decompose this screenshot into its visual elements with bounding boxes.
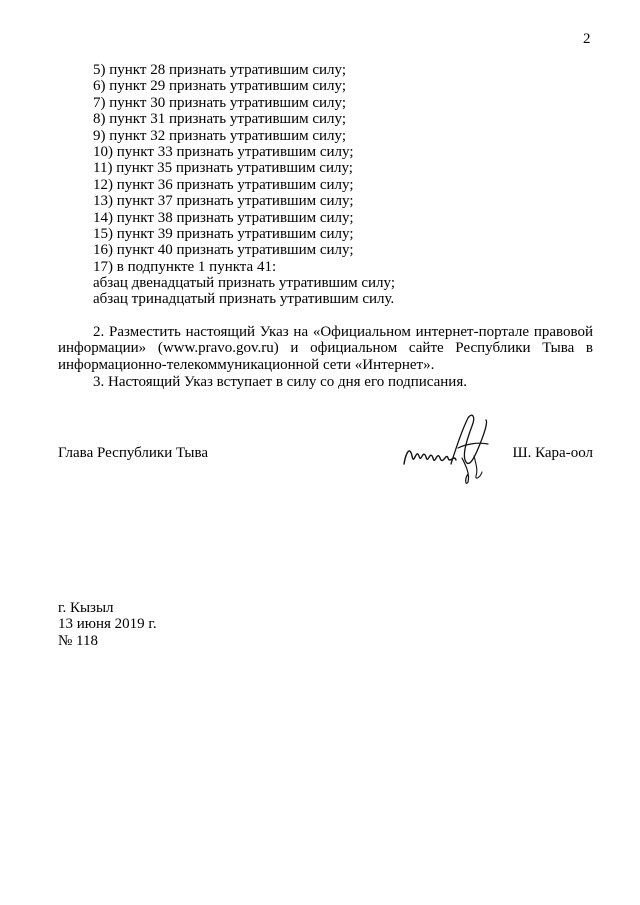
list-item: абзац двенадцатый признать утратившим силу; — [93, 275, 396, 292]
list-item: 13) пункт 37 признать утратившим силу; — [93, 193, 354, 210]
document-number: № 118 — [58, 632, 99, 649]
paragraph-3-text: 3. Настоящий Указ вступает в силу со дня его подписания. — [93, 374, 467, 390]
signer-name: Ш. Кара-оол — [512, 445, 593, 461]
list-item: 16) пункт 40 признать утратившим силу; — [93, 242, 354, 259]
list-item: 14) пункт 38 признать утратившим силу; — [93, 209, 354, 226]
place-date-block — [58, 600, 157, 649]
document-date: 13 июня 2019 г. — [58, 616, 157, 633]
list-item: абзац тринадцатый признать утратившим силу. — [93, 291, 395, 308]
handwritten-signature — [396, 408, 496, 488]
list-item: 11) пункт 35 признать утратившим силу; — [93, 160, 353, 177]
list-item: 12) пункт 36 признать утратившим силу; — [93, 176, 354, 193]
list-item: 6) пункт 29 признать утратившим силу; — [93, 78, 347, 95]
list-item: 7) пункт 30 признать утратившим силу; — [93, 94, 347, 111]
list-item: 15) пункт 39 признать утратившим силу; — [93, 225, 354, 242]
signer-role: Глава Республики Тыва — [58, 445, 209, 461]
list-item: 5) пункт 28 признать утратившим силу; — [93, 62, 347, 78]
page-number: 2 — [583, 31, 591, 47]
list-item: 9) пункт 32 признать утратившим силу; — [93, 127, 347, 144]
document-place: г. Кызыл — [58, 600, 114, 616]
list-item: 8) пункт 31 признать утратившим силу; — [93, 111, 347, 128]
list-item: 10) пункт 33 признать утратившим силу; — [93, 143, 354, 160]
list-item: 17) в подпункте 1 пункта 41: — [93, 258, 277, 275]
signature-block — [58, 445, 593, 462]
paragraph-2-text: 2. Разместить настоящий Указ на «Официальном интернет-портале правовой информации» (www.pravo.gov.ru) и официальном сайте Республики Тыва в информационно-телекоммуникационной сети «Интернет». — [58, 324, 593, 373]
amendment-list — [58, 62, 593, 308]
paragraph-effective — [58, 374, 593, 390]
paragraph-publication — [58, 324, 593, 373]
